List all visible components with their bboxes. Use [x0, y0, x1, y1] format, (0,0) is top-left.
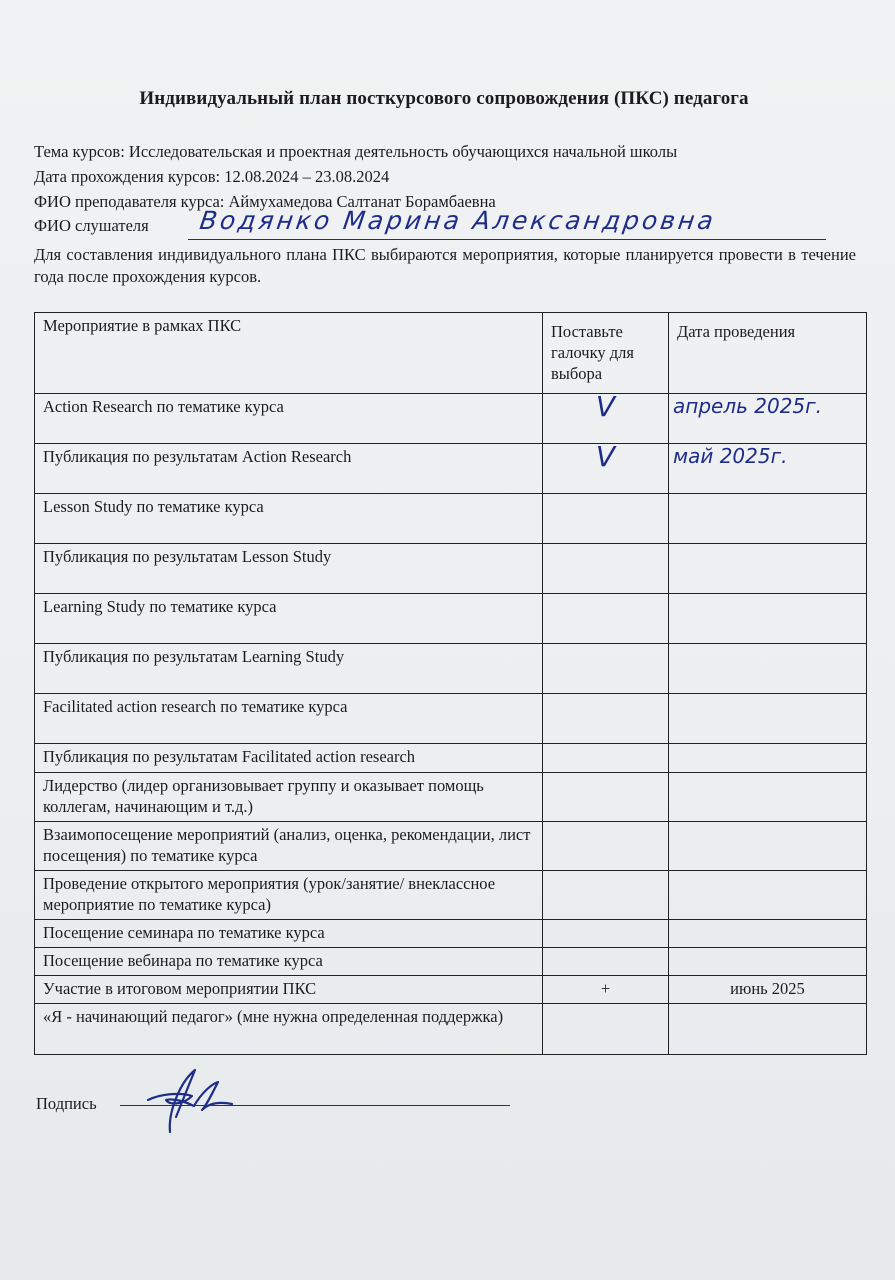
date-cell[interactable] — [669, 871, 867, 920]
header-event: Мероприятие в рамках ПКС — [35, 313, 543, 394]
event-cell: Проведение открытого мероприятия (урок/занятие/ внеклассное мероприятие по тематике курса) — [35, 871, 543, 920]
selection-cell[interactable] — [543, 1004, 669, 1055]
table-row — [35, 1004, 867, 1055]
table-row — [35, 444, 867, 494]
course-topic: Тема курсов: Исследовательская и проектная деятельность обучающихся начальной школы — [34, 142, 678, 161]
date-cell[interactable] — [669, 494, 867, 544]
handwritten-signature — [140, 1062, 236, 1142]
selection-cell[interactable]: + — [543, 976, 669, 1004]
table-row — [35, 920, 867, 948]
event-cell: Посещение вебинара по тематике курса — [35, 948, 543, 976]
instructor-name: ФИО преподавателя курса: Аймухамедова Салтанат Борамбаевна — [34, 192, 496, 211]
date-cell[interactable]: май 2025г. — [669, 444, 867, 494]
table-header-row — [35, 313, 867, 394]
intro-paragraph: Для составления индивидуального плана ПКС выбираются мероприятия, которые планируется провести в течение года после прохождения курсов. — [34, 245, 856, 286]
event-cell: «Я - начинающий педагог» (мне нужна определенная поддержка) — [35, 1004, 543, 1055]
event-cell: Публикация по результатам Action Research — [35, 444, 543, 494]
listener-name-handwritten: Водянко Марина Александровна — [197, 206, 718, 235]
date-cell[interactable] — [669, 948, 867, 976]
signature-label: Подпись — [36, 1094, 97, 1113]
pks-plan-table — [34, 312, 867, 1055]
date-cell[interactable] — [669, 544, 867, 594]
header-select: Поставьте галочку для выбора — [543, 313, 669, 394]
table-row — [35, 594, 867, 644]
table-row — [35, 494, 867, 544]
event-cell: Learning Study по тематике курса — [35, 594, 543, 644]
event-cell: Публикация по результатам Facilitated action research — [35, 744, 543, 773]
selection-cell[interactable] — [543, 773, 669, 822]
date-cell[interactable] — [669, 920, 867, 948]
table-row — [35, 394, 867, 444]
event-cell: Lesson Study по тематике курса — [35, 494, 543, 544]
selection-cell[interactable] — [543, 644, 669, 694]
table-row — [35, 694, 867, 744]
table-row — [35, 644, 867, 694]
document-title: Индивидуальный план посткурсового сопровождения (ПКС) педагога — [139, 88, 749, 109]
selection-cell[interactable] — [543, 594, 669, 644]
course-dates: Дата прохождения курсов: 12.08.2024 – 23.08.2024 — [34, 167, 390, 186]
table-row — [35, 822, 867, 871]
event-cell: Публикация по результатам Learning Study — [35, 644, 543, 694]
table-row — [35, 871, 867, 920]
event-cell: Взаимопосещение мероприятий (анализ, оценка, рекомендации, лист посещения) по тематике курса — [35, 822, 543, 871]
selection-cell[interactable] — [543, 694, 669, 744]
selection-cell[interactable] — [543, 822, 669, 871]
date-cell[interactable] — [669, 822, 867, 871]
event-cell: Публикация по результатам Lesson Study — [35, 544, 543, 594]
table-row — [35, 948, 867, 976]
selection-cell[interactable] — [543, 920, 669, 948]
date-cell[interactable] — [669, 1004, 867, 1055]
date-cell[interactable] — [669, 644, 867, 694]
listener-underline — [188, 239, 826, 240]
listener-label: ФИО слушателя — [34, 216, 149, 235]
selection-cell[interactable] — [543, 948, 669, 976]
selection-cell[interactable] — [543, 744, 669, 773]
selection-cell[interactable] — [543, 494, 669, 544]
event-cell: Участие в итоговом мероприятии ПКС — [35, 976, 543, 1004]
date-cell[interactable] — [669, 744, 867, 773]
table-row — [35, 744, 867, 773]
event-cell: Action Research по тематике курса — [35, 394, 543, 444]
selection-cell[interactable]: V — [543, 394, 669, 444]
date-cell[interactable]: июнь 2025 — [669, 976, 867, 1004]
event-cell: Facilitated action research по тематике курса — [35, 694, 543, 744]
date-cell[interactable]: апрель 2025г. — [669, 394, 867, 444]
date-cell[interactable] — [669, 694, 867, 744]
event-cell: Посещение семинара по тематике курса — [35, 920, 543, 948]
event-cell: Лидерство (лидер организовывает группу и оказывает помощь коллегам, начинающим и т.д.) — [35, 773, 543, 822]
date-cell[interactable] — [669, 594, 867, 644]
table-row — [35, 976, 867, 1004]
table-row — [35, 773, 867, 822]
selection-cell[interactable] — [543, 871, 669, 920]
selection-cell[interactable] — [543, 544, 669, 594]
selection-cell[interactable]: V — [543, 444, 669, 494]
date-cell[interactable] — [669, 773, 867, 822]
header-date: Дата проведения — [669, 313, 867, 394]
table-row — [35, 544, 867, 594]
